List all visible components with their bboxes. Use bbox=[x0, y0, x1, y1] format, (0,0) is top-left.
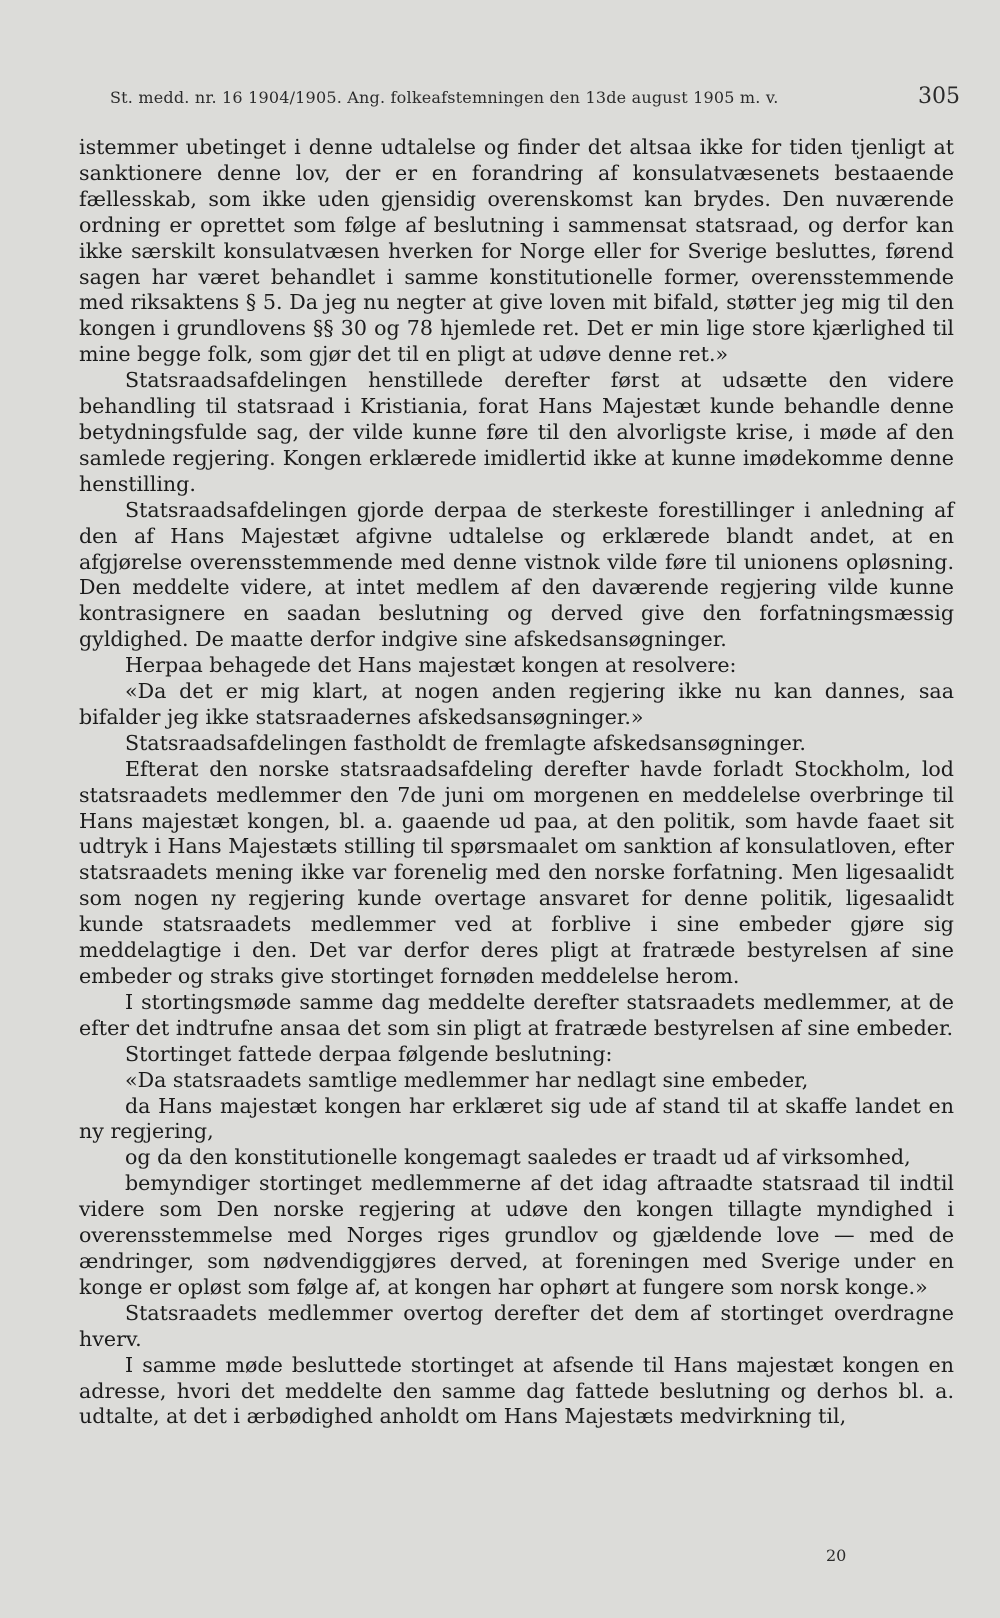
running-title: St. medd. nr. 16 1904/1905. Ang. folkeafstemningen den 13de august 1905 m. v. bbox=[110, 88, 779, 107]
page-number: 305 bbox=[918, 84, 960, 109]
paragraph: I samme møde besluttede stortinget at afsende til Hans majestæt kongen en adresse, hvori det meddelte den samme dag fattede beslutning og derhos bl. a. udtalte, at det i ærbødighed anholdt om Hans Majestæts medvirkning til, bbox=[79, 1352, 954, 1429]
paragraph: I stortingsmøde samme dag meddelte derefter statsraadets medlemmer, at de efter det indtrufne ansaa det som sin pligt at fratræde bestyrelsen af sine embeder. bbox=[79, 989, 954, 1040]
paragraph-quote: bemyndiger stortinget medlemmerne af det idag aftraadte statsraad til indtil videre som Den norske regjering at udøve den kongen tillagte myndighed i overensstemmelse med Norges riges grundlov og gjældende love — med de ændringer, som nødvendiggjøres derved, at foreningen med Sverige under en konge er opløst som følge af, at kongen har ophørt at fungere som norsk konge.» bbox=[79, 1171, 954, 1299]
paragraph: istemmer ubetinget i denne udtalelse og finder det altsaa ikke for tiden tjenligt at sanktionere denne lov, der er en forandring af konsulatvæsenets bestaaende fællesskab, som ikke uden gjensidig overenskomst kan brydes. Den nuværende ordning er oprettet som følge af beslutning i sammensat statsraad, og derfor kan ikke særskilt konsulatvæsen hverken for Norge eller for Sverige besluttes, førend sagen har været behandlet i samme konstitutionelle former, overensstemmende med riksaktens § 5. Da jeg nu negter at give loven mit bifald, støtter jeg mig til den kongen i grundlovens §§ 30 og 78 hjemlede ret. Det er min lige store kjærlighed til mine begge folk, som gjør det til en pligt at udøve denne ret.» bbox=[79, 135, 954, 367]
running-header bbox=[110, 84, 960, 109]
signature-mark: 20 bbox=[826, 1546, 847, 1565]
paragraph: Statsraadsafdelingen fastholdt de fremlagte afskedsansøgninger. bbox=[125, 730, 806, 755]
paragraph: Stortinget fattede derpaa følgende beslutning: bbox=[125, 1041, 613, 1066]
paragraph: Statsraadets medlemmer overtog derefter det dem af stortinget overdragne hverv. bbox=[79, 1300, 954, 1351]
paragraph: Statsraadsafdelingen gjorde derpaa de sterkeste forestillinger i anledning af den af Hans Majestæt afgivne udtalelse og erklærede blandt andet, at en afgjørelse overensstemmende med denne vistnok vilde føre til unionens opløsning. Den meddelte videre, at intet medlem af den daværende regjering vilde kunne kontrasignere en saadan beslutning og derved give den forfatningsmæssig gyldighed. De maatte derfor indgive sine afskedsansøgninger. bbox=[79, 497, 954, 652]
paragraph-quote: «Da det er mig klart, at nogen anden regjering ikke nu kan dannes, saa bifalder jeg ikke statsraadernes afskedsansøgninger.» bbox=[79, 679, 954, 729]
paragraph: Herpaa behagede det Hans majestæt kongen at resolvere: bbox=[125, 653, 737, 678]
paragraph: Statsraadsafdelingen henstillede derefter først at udsætte den videre behandling til statsraad i Kristiania, forat Hans Majestæt kunde behandle denne betydningsfulde sag, der vilde kunne føre til den alvorligste krise, i møde af den samlede regjering. Kongen erklærede imidlertid ikke at kunne imødekomme denne henstilling. bbox=[79, 368, 954, 496]
body-text bbox=[79, 135, 954, 1430]
paragraph-quote: og da den konstitutionelle kongemagt saaledes er traadt ud af virksomhed, bbox=[125, 1145, 911, 1170]
paragraph-quote: da Hans majestæt kongen har erklæret sig ude af stand til at skaffe landet en ny regjering, bbox=[79, 1093, 954, 1144]
paragraph-quote: «Da statsraadets samtlige medlemmer har nedlagt sine embeder, bbox=[125, 1067, 809, 1092]
paragraph: Efterat den norske statsraadsafdeling derefter havde forladt Stockholm, lod statsraadets medlemmer den 7de juni om morgenen en meddelelse overbringe til Hans majestæt kongen, bl. a. gaaende ud paa, at den politik, som havde faaet sit udtryk i Hans Majestæts stilling til spørsmaalet om sanktion af konsulatloven, efter statsraadets mening ikke var forenelig med den norske forfatning. Men ligesaalidt som nogen ny regjering kunde overtage ansvaret for denne politik, ligesaalidt kunde statsraadets medlemmer ved at forblive i sine embeder gjøre sig meddelagtige i den. Det var derfor deres pligt at fratræde bestyrelsen af sine embeder og straks give stortinget fornøden meddelelse herom. bbox=[79, 756, 954, 988]
